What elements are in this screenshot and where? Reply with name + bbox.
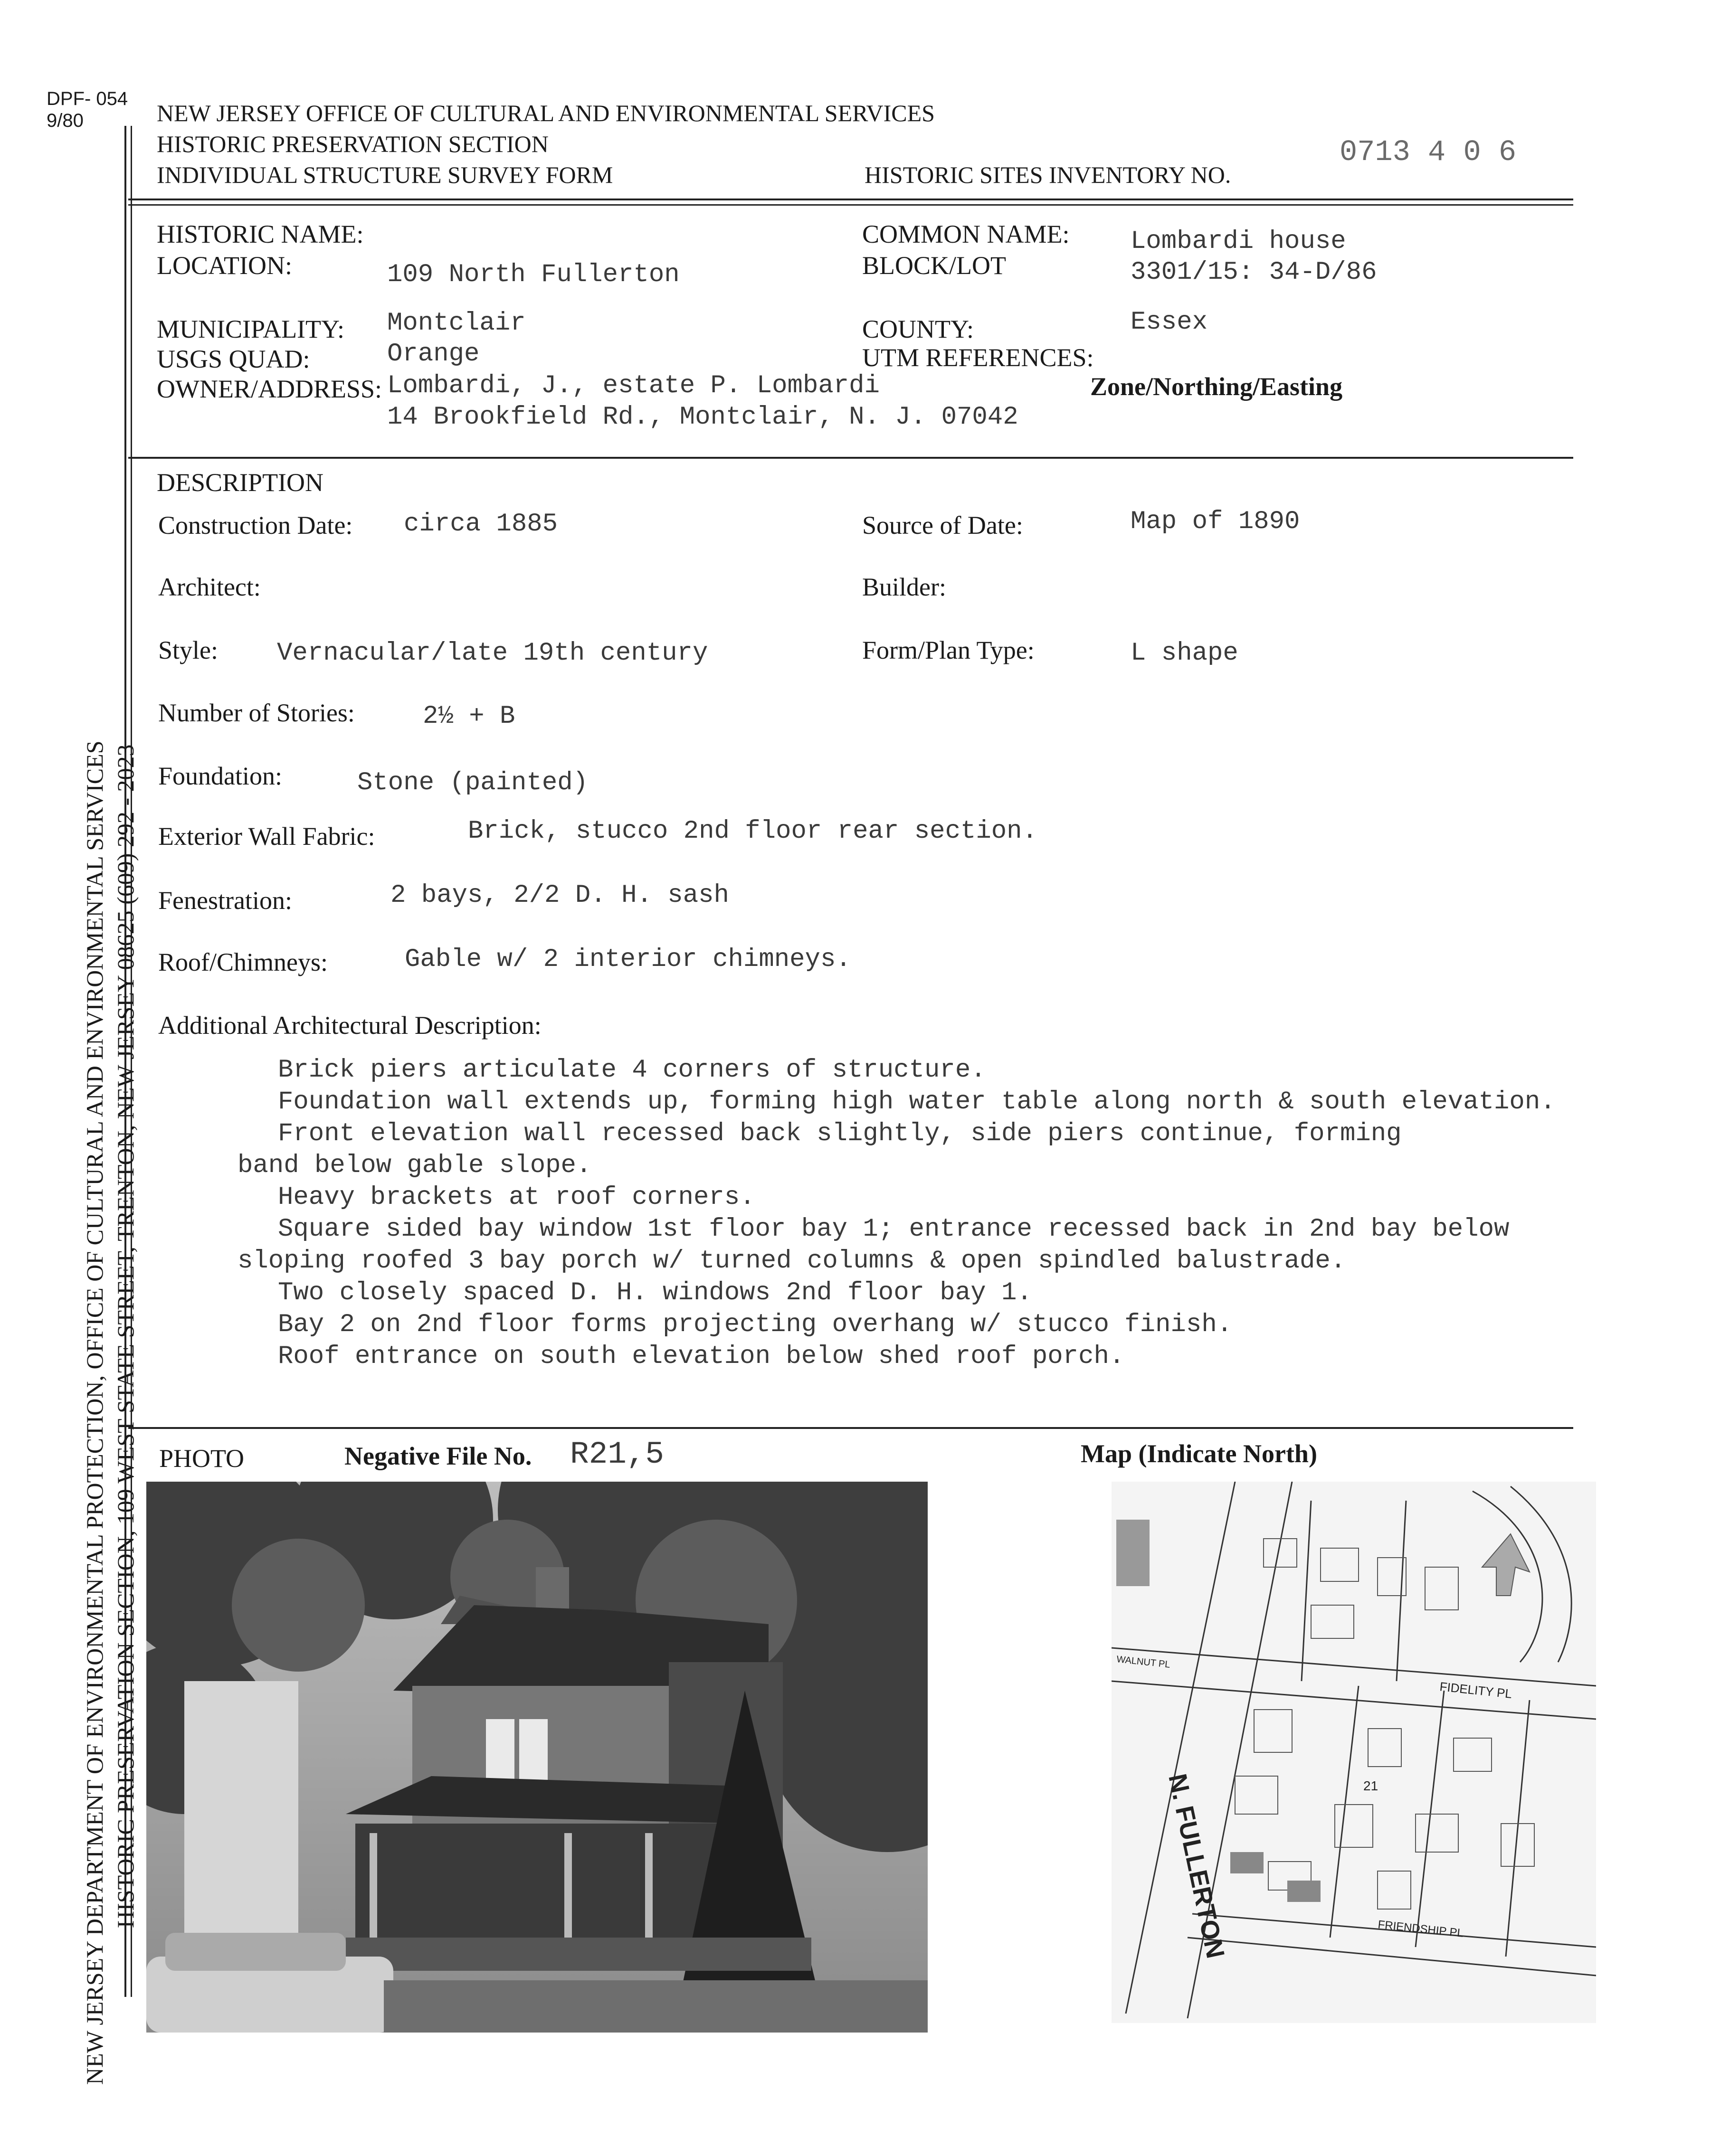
description-line: Square sided bay window 1st floor bay 1; entrance recessed back in 2nd bay below (278, 1215, 1510, 1244)
owner-value-line-2: 14 Brookfield Rd., Montclair, N. J. 07042 (387, 403, 1018, 432)
architect-label: Architect: (158, 573, 261, 601)
wall-fabric-label: Exterior Wall Fabric: (158, 822, 375, 851)
map-street-friendship: FRIENDSHIP PL (1377, 1918, 1464, 1940)
common-name-label: COMMON NAME: (862, 220, 1070, 248)
construction-date-label: Construction Date: (158, 511, 353, 539)
description-line: band below gable slope. (238, 1151, 592, 1180)
form-code (47, 88, 128, 132)
description-line: Front elevation wall recessed back slightly, side piers continue, forming (278, 1119, 1402, 1148)
form-plan-label: Form/Plan Type: (862, 636, 1035, 664)
county-value: Essex (1131, 308, 1208, 337)
usgs-quad-value: Orange (387, 340, 480, 369)
fenestration-value: 2 bays, 2/2 D. H. sash (390, 881, 729, 910)
map-label: Map (Indicate North) (1081, 1439, 1317, 1468)
foundation-value: Stone (painted) (357, 768, 589, 797)
inventory-label: HISTORIC SITES INVENTORY NO. (865, 161, 1231, 188)
style-value: Vernacular/late 19th century (277, 639, 708, 668)
description-line: Heavy brackets at roof corners. (278, 1183, 755, 1212)
roof-chimneys-value: Gable w/ 2 interior chimneys. (405, 945, 851, 974)
description-line: sloping roofed 3 bay porch w/ turned columns & open spindled balustrade. (238, 1247, 1346, 1276)
map-street-n-fullerton: N. FULLERTON (1163, 1771, 1230, 1961)
block-lot-label: BLOCK/LOT (862, 251, 1006, 280)
form-plan-value: L shape (1131, 639, 1238, 668)
builder-label: Builder: (862, 573, 946, 601)
inventory-value: 0713 4 0 6 (1340, 135, 1517, 169)
description-line: Brick piers articulate 4 corners of structure. (278, 1056, 986, 1085)
map-lot-number: 21 (1363, 1778, 1378, 1793)
owner-value-line-1: Lombardi, J., estate P. Lombardi (387, 371, 880, 400)
site-map-image (1112, 1482, 1596, 2023)
description-line: Two closely spaced D. H. windows 2nd floor bay 1. (278, 1278, 1032, 1307)
utm-references-label: UTM REFERENCES: (862, 343, 1094, 372)
description-line: Foundation wall extends up, forming high water table along north & south elevation. (278, 1087, 1556, 1116)
fenestration-label: Fenestration: (158, 886, 292, 915)
wall-fabric-value: Brick, stucco 2nd floor rear section. (468, 817, 1037, 846)
rule-description (128, 1427, 1573, 1429)
municipality-value: Montclair (387, 309, 526, 338)
rule-identification (128, 457, 1573, 459)
header-line-3: INDIVIDUAL STRUCTURE SURVEY FORM (157, 161, 613, 188)
side-text-line-1: NEW JERSEY DEPARTMENT OF ENVIRONMENTAL PROTECTION, OFFICE OF CULTURAL AND ENVIRONMENTAL SERVICES (81, 740, 108, 2085)
stories-label: Number of Stories: (158, 699, 355, 727)
site-map (1112, 1482, 1596, 2023)
description-line: Bay 2 on 2nd floor forms projecting overhang w/ stucco finish. (278, 1310, 1233, 1339)
side-text-line-2: HISTORIC PRESERVATION SECTION, 109 WEST STATE STREET, TRENTON, NEW JERSEY 08625 (609) 292 - 2023 (112, 744, 139, 1928)
header-line-1: NEW JERSEY OFFICE OF CULTURAL AND ENVIRONMENTAL SERVICES (157, 100, 935, 126)
construction-date-value: circa 1885 (404, 510, 558, 539)
negative-file-value: R21,5 (570, 1437, 665, 1472)
negative-file-label: Negative File No. (344, 1442, 532, 1470)
municipality-label: MUNICIPALITY: (157, 315, 345, 343)
source-of-date-value: Map of 1890 (1131, 507, 1300, 536)
common-name-value: Lombardi house (1131, 227, 1346, 256)
foundation-label: Foundation: (158, 762, 283, 790)
location-value: 109 North Fullerton (387, 260, 680, 289)
historic-name-label: HISTORIC NAME: (157, 220, 364, 248)
header-line-2: HISTORIC PRESERVATION SECTION (157, 131, 549, 157)
additional-description-text (238, 1054, 1556, 1372)
map-street-walnut: WALNUT PL (1116, 1654, 1171, 1670)
rule-header (128, 199, 1573, 200)
house-photo (146, 1482, 928, 2033)
additional-description-label: Additional Architectural Description: (158, 1011, 542, 1040)
usgs-quad-label: USGS QUAD: (157, 345, 310, 373)
roof-chimneys-label: Roof/Chimneys: (158, 948, 328, 976)
description-heading: DESCRIPTION (157, 468, 324, 497)
map-street-fidelity: FIDELITY PL (1439, 1679, 1513, 1701)
form-code-number: DPF- 054 (47, 88, 128, 109)
location-label: LOCATION: (157, 251, 292, 280)
source-of-date-label: Source of Date: (862, 511, 1023, 539)
block-lot-value: 3301/15: 34-D/86 (1131, 258, 1377, 287)
house-photo-image (146, 1482, 928, 2033)
owner-address-label: OWNER/ADDRESS: (157, 375, 382, 403)
photo-label: PHOTO (159, 1444, 245, 1473)
rule-header-2 (128, 204, 1573, 206)
form-code-date: 9/80 (47, 110, 84, 131)
style-label: Style: (158, 636, 219, 664)
stories-value: 2½ + B (423, 702, 515, 731)
zone-northing-easting-label: Zone/Northing/Easting (1090, 372, 1343, 401)
description-line: Roof entrance on south elevation below shed roof porch. (278, 1342, 1125, 1371)
county-label: COUNTY: (862, 315, 974, 343)
